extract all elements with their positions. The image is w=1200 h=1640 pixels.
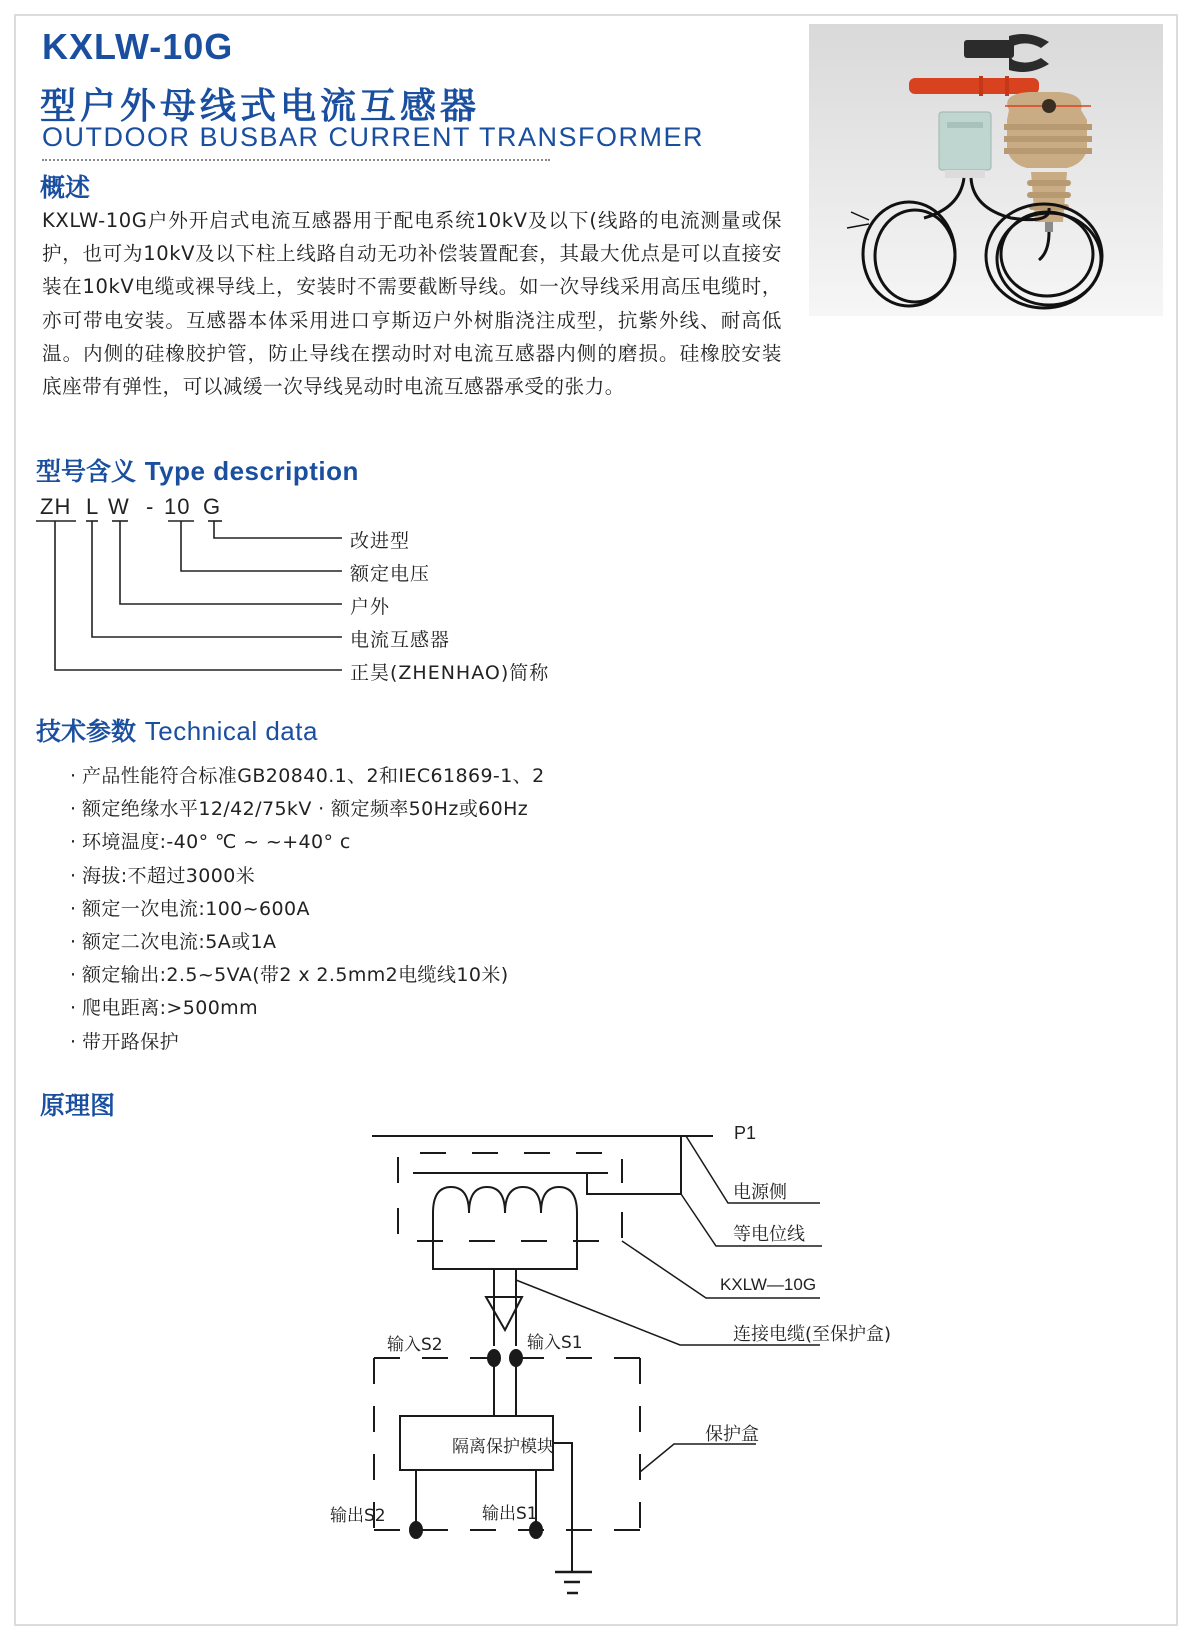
- equipotential-link: [587, 1136, 681, 1194]
- code-part-zh: ZH: [40, 494, 72, 519]
- bullet-icon: ·: [70, 831, 77, 854]
- tech-item: · 环境温度:-40° ℃ ~ ~+40° c: [70, 826, 545, 859]
- label-p1: P1: [734, 1123, 757, 1143]
- technical-data-heading-cn: 技术参数: [36, 717, 137, 746]
- code-part-l: L: [86, 494, 100, 519]
- leader-protect-box: [640, 1444, 756, 1472]
- label-input-s2: 输入S2: [387, 1335, 443, 1355]
- ground-lead: [553, 1443, 572, 1572]
- code-part-10: 10: [164, 494, 191, 519]
- type-meaning-zh: 正昊(ZHENHAO)简称: [350, 662, 550, 684]
- bullet-icon: ·: [70, 1030, 77, 1053]
- terminal-input-s1: [509, 1349, 523, 1367]
- bullet-icon: ·: [70, 798, 77, 821]
- label-output-s2: 输出S2: [330, 1506, 386, 1526]
- product-title-en: OUTDOOR BUSBAR CURRENT TRANSFORMER: [42, 122, 705, 152]
- label-equipotential: 等电位线: [733, 1224, 805, 1245]
- overview-heading: 概述: [40, 173, 91, 202]
- type-meaning-10: 额定电压: [350, 563, 431, 585]
- bullet-icon: ·: [70, 930, 77, 953]
- type-meaning-w: 户外: [350, 596, 391, 618]
- bullet-icon: ·: [70, 897, 77, 920]
- coil-icon: [433, 1187, 577, 1269]
- terminal-input-s2: [487, 1349, 501, 1367]
- type-description-heading-cn: 型号含义: [36, 457, 137, 486]
- type-description-heading-en: Type description: [144, 456, 359, 486]
- diagram-heading: 原理图: [40, 1091, 116, 1120]
- tech-item: · 产品性能符合标准GB20840.1、2和IEC61869-1、2: [70, 760, 545, 793]
- bullet-icon: ·: [70, 964, 77, 987]
- product-title-cn: 型户外母线式电流互感器: [40, 86, 481, 127]
- label-output-s1: 输出S1: [482, 1504, 538, 1524]
- technical-data-heading-en: Technical data: [144, 716, 318, 746]
- code-part-w: W: [108, 494, 130, 519]
- code-part-dash: -: [146, 494, 155, 519]
- label-cable: 连接电缆(至保护盒): [733, 1324, 892, 1345]
- terminal-output-s2: [409, 1521, 423, 1539]
- tech-item: · 爬电距离:>500mm: [70, 992, 545, 1025]
- product-model-title: KXLW-10G: [42, 26, 234, 67]
- tech-item: · 海拔:不超过3000米: [70, 860, 545, 893]
- label-model: KXLW—10G: [720, 1275, 817, 1294]
- tech-item: · 额定二次电流:5A或1A: [70, 926, 545, 959]
- label-power-side: 电源侧: [733, 1182, 787, 1203]
- bullet-icon: ·: [70, 765, 77, 787]
- label-input-s1: 输入S1: [527, 1333, 583, 1353]
- bullet-icon: ·: [70, 997, 77, 1020]
- type-meaning-g: 改进型: [350, 530, 411, 552]
- tech-item: · 额定一次电流:100~600A: [70, 893, 545, 926]
- transformer-housing-dashed: [398, 1153, 622, 1241]
- tech-item: · 额定输出:2.5~5VA(带2 x 2.5mm2电缆线10米): [70, 959, 545, 992]
- tech-item: · 额定绝缘水平12/42/75kV · 额定频率50Hz或60Hz: [70, 793, 545, 826]
- type-meaning-l: 电流互感器: [350, 629, 451, 651]
- code-part-g: G: [203, 494, 222, 519]
- overview-paragraph: KXLW-10G户外开启式电流互感器用于配电系统10kV及以下(线路的电流测量或保护，也可为10kV及以下柱上线路自动无功补偿装置配套，其最大优点是可以直接安装在10kV电缆或裸导线上，安装时不需要截断导线。如一次导线采用高压电缆时，亦可带电安装。互感器本体采用进口亨斯迈户外树脂浇注成型，抗紫外线、耐高低温。内侧的硅橡胶护管，防止导线在摆动时对电流互感器内侧的磨损。硅橡胶安装底座带有弹性，可以减缓一次导线晃动时电流互感器承受的张力。: [42, 209, 782, 399]
- label-protect-box: 保护盒: [705, 1424, 759, 1445]
- label-module: 隔离保护模块: [452, 1437, 554, 1457]
- bullet-icon: ·: [70, 864, 77, 887]
- tech-item: · 带开路保护: [70, 1026, 545, 1059]
